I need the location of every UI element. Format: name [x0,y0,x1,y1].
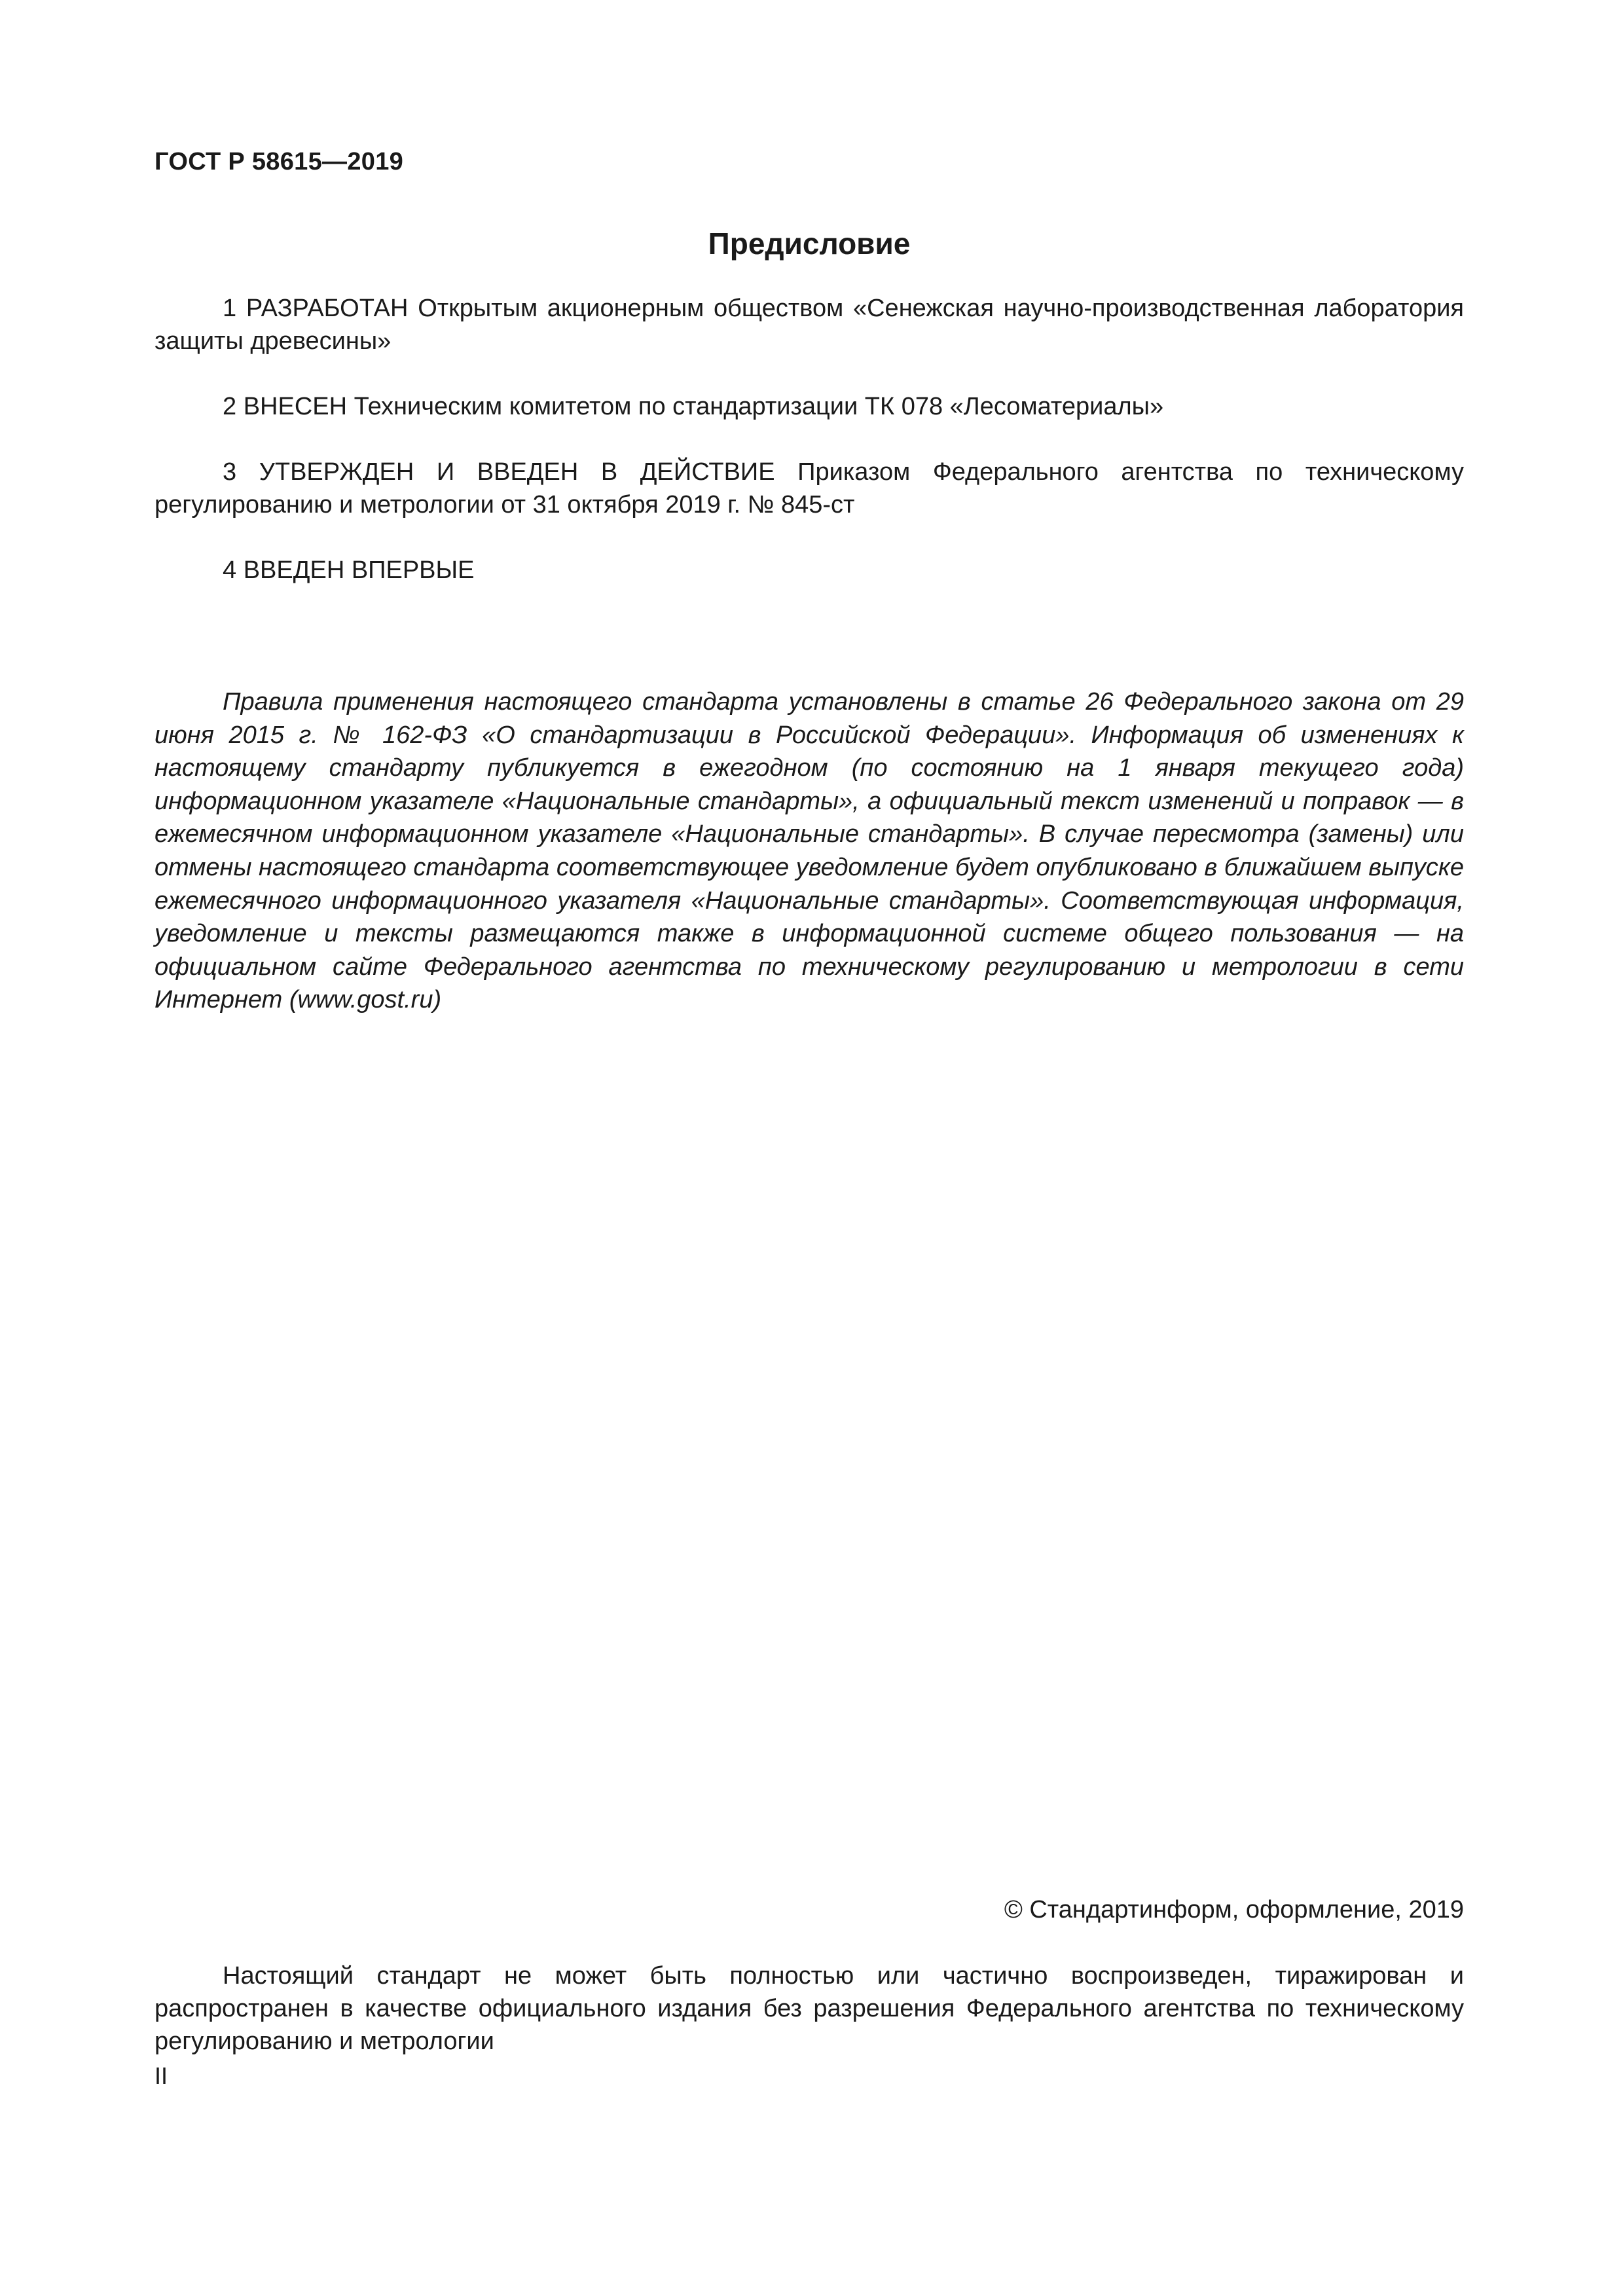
document-code: ГОСТ Р 58615—2019 [155,148,404,175]
foreword-item-1 [155,292,1464,357]
item-text: Техническим комитетом по стандартизации ТК 078 «Лесоматериалы» [354,393,1164,420]
foreword-item-2 [155,390,1464,423]
page-number: II [155,2062,168,2089]
item-number: 4 [223,556,237,584]
application-note: Правила применения настоящего стандарта установлены в статье 26 Федерального закона от 29 июня 2015 г. № 162-ФЗ «О стандартизации в Российской Федерации». Информация об изменениях к настоящему стандарту публикуется в ежегодном (по состоянию на 1 января текущего года) информационном указателе «Национальные стандарты», а официальный текст изменений и поправок — в ежемесячном информационном указателе «Национальные стандарты». В случае пересмотра (замены) или отмены настоящего стандарта соответствующее уведомление будет опубликовано в ближайшем выпуске ежемесячного информационного указателя «Национальные стандарты». Соответствующая информация, уведомление и тексты размещаются также в информационной системе общего пользования — на официальном сайте Федерального агентства по техническому регулированию и метрологии в сети Интернет (www.gost.ru) [155,688,1464,1014]
item-text: Открытым акционерным обществом «Сенежская научно-производственная лаборатория защиты древесины» [155,295,1465,355]
foreword-item-4 [155,554,1464,587]
reproduction-notice: Настоящий стандарт не может быть полностью или частично воспроизведен, тиражирован и распространен в качестве официального издания без разрешения Федерального агентства по техническому регулированию и метрологии [155,1962,1464,2055]
copyright-line: © Стандартинформ, оформление, 2019 [1004,1896,1464,1923]
item-label: ВНЕСЕН [243,393,348,420]
item-number: 1 [223,295,237,322]
item-number: 3 [223,458,237,486]
page-title: Предисловие [708,227,911,261]
item-text: Приказом Федерального агентства по техническому регулированию и метрологии от 31 октября 2019 г. № 845-ст [155,458,1464,519]
item-label: УТВЕРЖДЕН И ВВЕДЕН В ДЕЙСТВИЕ [259,458,775,486]
item-number: 2 [223,393,237,420]
foreword-item-3 [155,456,1464,521]
item-label: ВВЕДЕН ВПЕРВЫЕ [243,556,475,584]
item-label: РАЗРАБОТАН [246,295,409,322]
